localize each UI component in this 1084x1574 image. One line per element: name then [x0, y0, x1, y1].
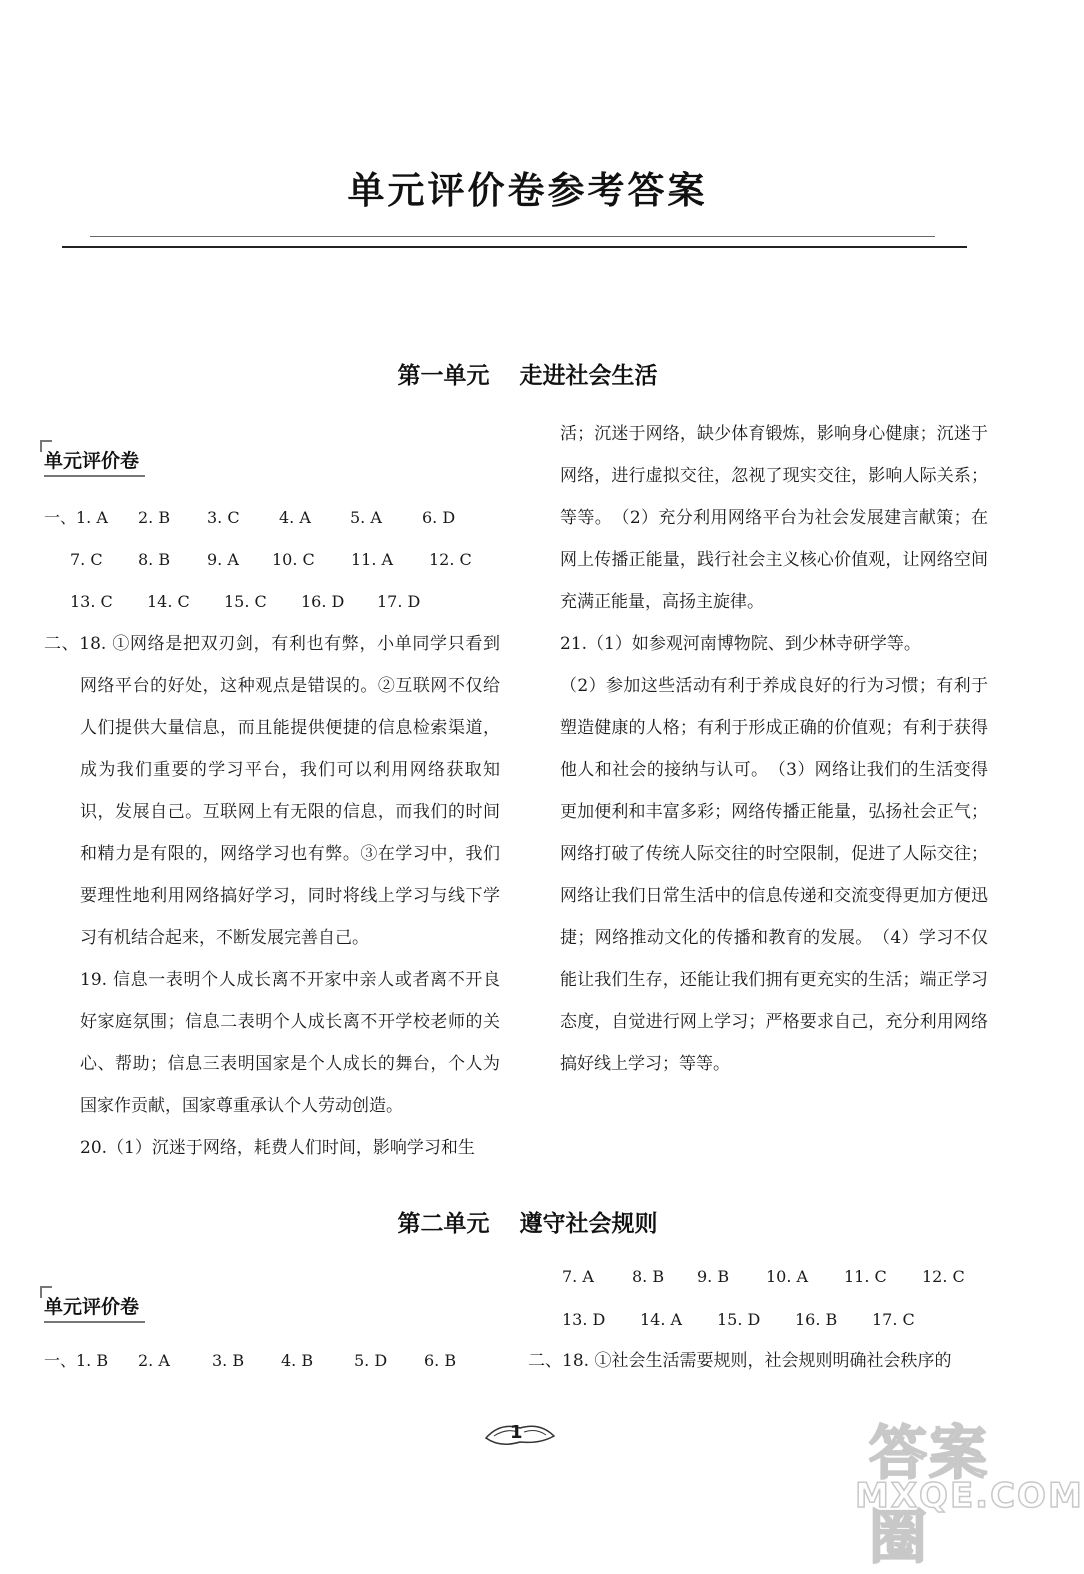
mc-answer: 8. B [632, 1267, 665, 1286]
mc-answer: 7. C [70, 550, 103, 569]
unit2-mc-row-1 [44, 1340, 524, 1382]
mc-answer: 3. C [207, 508, 240, 527]
mc-answer: 2. A [138, 1351, 170, 1370]
mc-answer: 11. A [351, 550, 394, 569]
mc-answer: 2. B [138, 508, 171, 527]
mc-answer: 7. A [562, 1267, 594, 1286]
answer-20-start: 20.（1）沉迷于网络，耗费人们时间，影响学习和生 [80, 1138, 475, 1158]
title-divider-thick [62, 246, 967, 248]
mc-answer: 14. A [640, 1310, 683, 1329]
mc-answer: 3. B [212, 1351, 245, 1370]
unit1-mc-row-1 [44, 497, 524, 539]
unit2-right-column [528, 1340, 990, 1382]
mc-answer: 9. A [207, 550, 239, 569]
unit2-mc-row-2 [560, 1256, 990, 1298]
unit1-section-label: 单元评价卷 [44, 446, 145, 477]
mc-answer: 9. B [697, 1267, 730, 1286]
watermark-text: 答案圈 [869, 1419, 990, 1571]
unit1-left-column [44, 623, 500, 1169]
mc-answer: 13. D [562, 1310, 606, 1329]
mc-answer: 15. D [717, 1310, 761, 1329]
mc-answer: 14. C [147, 592, 190, 611]
unit2-heading [0, 1205, 1055, 1238]
mc-answer: 8. B [138, 550, 171, 569]
answer-18: 二、18. ①网络是把双刃剑，有利也有弊，小单同学只看到网络平台的好处，这种观点是错误的。②互联网不仅给人们提供大量信息，而且能提供便捷的信息检索渠道，成为我们重要的学习平台，我们可以利用网络获取知识，发展自己。互联网上有无限的信息，而我们的时间和精力是有限的，网络学习也有弊。③在学习中，我们要理性地利用网络搞好学习，同时将线上学习与线下学习有机结合起来，不断发展完善自己。 [44, 634, 500, 948]
answer-19: 19. 信息一表明个人成长离不开家中亲人或者离不开良好家庭氛围；信息二表明个人成长离不开学校老师的关心、帮助；信息三表明国家是个人成长的舞台，个人为国家作贡献，国家尊重承认个人劳动创造。 [80, 970, 500, 1116]
watermark-domain: MXQE.COM [855, 1476, 1084, 1516]
unit1-mc-row-3 [44, 581, 524, 623]
mc-answer: 5. A [350, 508, 382, 527]
page-number: 1 [510, 1422, 523, 1443]
unit1-mc-row-2 [44, 539, 524, 581]
mc-answer: 16. D [301, 592, 345, 611]
answer-21-part2-4: （2）参加这些活动有利于养成良好的行为习惯；有利于塑造健康的人格；有利于形成正确的价值观；有利于获得他人和社会的接纳与认可。 （3）网络让我们的生活变得更加便利和丰富多彩；网络传播正能量，弘扬社会正气；网络打破了传统人际交往的时空限制，促进了人际交往；网络让我们日常生活中的信息传递和交流变得更加方便迅捷；网络推动文化的传播和教育的发展。 （4）学习不仅能让我们生存，还能让我们拥有更充实的生活；端正学习态度，自觉进行网上学习；严格要求自己，充分利用网络搞好线上学习；等等。 [560, 676, 988, 1074]
mc-answer: 5. D [354, 1351, 388, 1370]
unit1-heading-number: 第一单元 [397, 363, 490, 389]
mc-answer: 10. C [272, 550, 315, 569]
mc-answer: 12. C [922, 1267, 965, 1286]
unit2-answer-18-start: 二、18. ①社会生活需要规则，社会规则明确社会秩序的 [528, 1351, 952, 1371]
unit2-heading-number: 第二单元 [397, 1211, 490, 1237]
answer-21-part1: 21.（1）如参观河南博物院、到少林寺研学等。 [560, 634, 921, 654]
title-divider-thin [90, 236, 935, 237]
unit2-heading-topic: 遵守社会规则 [519, 1211, 658, 1237]
unit1-heading [0, 357, 1055, 390]
mc-answer: 10. A [766, 1267, 809, 1286]
mc-answer: 4. A [279, 508, 311, 527]
mc-answer: 一、1. B [44, 1351, 109, 1370]
answer-20-continued: 活；沉迷于网络，缺少体育锻炼，影响身心健康；沉迷于网络，进行虚拟交往，忽视了现实交往，影响人际关系；等等。 （2）充分利用网络平台为社会发展建言献策；在网上传播正能量，践行社会主义核心价值观，让网络空间充满正能量，高扬主旋律。 [560, 424, 988, 612]
watermark-logo [849, 1406, 1084, 1571]
unit1-right-column [560, 413, 988, 1085]
unit1-heading-topic: 走进社会生活 [519, 363, 658, 389]
mc-answer: 一、1. A [44, 508, 108, 527]
unit2-mc-row-3 [560, 1299, 990, 1341]
mc-answer: 13. C [70, 592, 113, 611]
page-title: 单元评价卷参考答案 [347, 169, 708, 212]
mc-answer: 12. C [429, 550, 472, 569]
mc-answer: 11. C [844, 1267, 887, 1286]
mc-answer: 15. C [224, 592, 267, 611]
mc-answer: 16. B [795, 1310, 838, 1329]
mc-answer: 4. B [281, 1351, 314, 1370]
unit2-section-label: 单元评价卷 [44, 1292, 145, 1323]
mc-answer: 17. D [377, 592, 421, 611]
mc-answer: 6. B [424, 1351, 457, 1370]
mc-answer: 17. C [872, 1310, 915, 1329]
mc-answer: 6. D [422, 508, 456, 527]
page-number-badge [480, 1418, 560, 1450]
